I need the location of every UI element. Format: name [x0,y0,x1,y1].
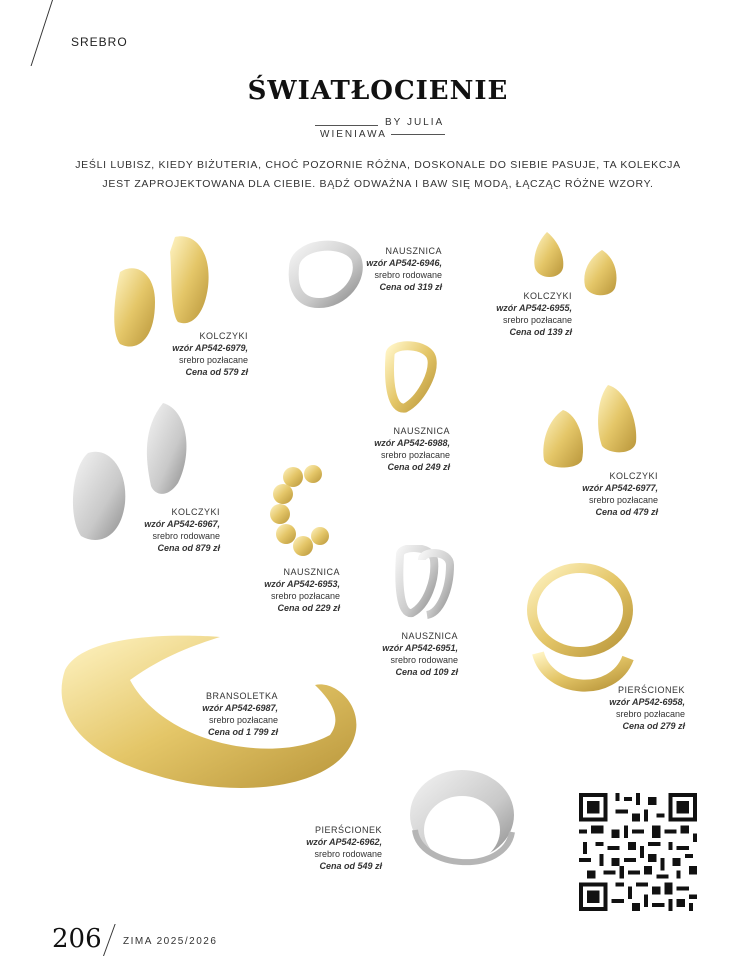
product-caption [338,425,450,473]
product-model: wzór AP542-6962, [306,837,382,847]
product-price: Cena od 109 zł [395,667,458,677]
product-price: Cena od 319 zł [379,282,442,292]
gold-ear-cuff-image [380,340,444,415]
byline-rule [315,125,378,126]
intro-text [70,156,686,194]
intro-line: JEST ZAPROJEKTOWANA DLA CIEBIE. BĄDŹ ODWAŻNA I BAW SIĘ MODĄ, ŁĄCZĄC RÓŻNE WZORY. [102,178,654,190]
product-caption [228,566,340,614]
product-material: srebro rodowane [152,531,220,541]
product-name: PIERŚCIONEK [314,825,382,835]
product-name: KOLCZYKI [171,507,220,517]
product-name: NAUSZNICA [393,426,450,436]
gold-stud-earrings-image [538,380,643,480]
product-material: srebro pozłacane [588,495,658,505]
product-name: PIERŚCIONEK [617,685,685,695]
product-caption [346,630,458,678]
silver-dome-ring-image [400,760,525,885]
product-model: wzór AP542-6953, [264,579,340,589]
product-material: srebro rodowane [374,270,442,280]
gold-bead-ear-cuff-image [268,462,338,562]
product-model: wzór AP542-6946, [366,258,442,268]
product-price: Cena od 229 zł [277,603,340,613]
product-caption [166,690,278,738]
product-material: srebro pozłacane [178,355,248,365]
product-name: KOLCZYKI [523,291,572,301]
product-material: srebro pozłacane [615,709,685,719]
section-divider [31,0,53,66]
product-model: wzór AP542-6955, [496,303,572,313]
product-price: Cena od 279 zł [622,721,685,731]
product-price: Cena od 479 zł [595,507,658,517]
product-caption [546,470,658,518]
byline-rule [391,134,445,135]
qr-code[interactable] [579,793,697,911]
product-model: wzór AP542-6967, [144,519,220,529]
product-model: wzór AP542-6958, [609,697,685,707]
product-price: Cena od 549 zł [319,861,382,871]
season-label: ZIMA 2025/2026 [123,936,218,947]
page-number: 206 [52,924,102,954]
product-model: wzór AP542-6979, [172,343,248,353]
intro-line: JEŚLI LUBISZ, KIEDY BIŻUTERIA, CHOĆ POZORNIE RÓŻNA, DOSKONALE DO SIEBIE PASUJE, TA KOLEKCJA [75,159,681,171]
product-name: NAUSZNICA [385,246,442,256]
product-name: NAUSZNICA [283,567,340,577]
byline-line2: WIENIAWA [320,129,387,140]
product-model: wzór AP542-6977, [582,483,658,493]
byline-line1: BY JULIA [385,117,445,128]
product-caption [136,330,248,378]
page-title: ŚWIATŁOCIENIE [247,76,509,106]
product-caption [460,290,572,338]
product-price: Cena od 579 zł [185,367,248,377]
product-name: BRANSOLETKA [205,691,278,701]
product-caption [330,245,442,293]
product-caption [573,684,685,732]
product-material: srebro pozłacane [502,315,572,325]
product-price: Cena od 1 799 zł [207,727,278,737]
product-name: NAUSZNICA [401,631,458,641]
product-caption [108,506,220,554]
product-price: Cena od 139 zł [509,327,572,337]
product-price: Cena od 879 zł [157,543,220,553]
product-material: srebro pozłacane [208,715,278,725]
product-material: srebro pozłacane [270,591,340,601]
product-price: Cena od 249 zł [387,462,450,472]
product-material: srebro rodowane [314,849,382,859]
product-material: srebro pozłacane [380,450,450,460]
footer-divider [103,924,116,956]
silver-double-ear-cuff-image [392,545,456,620]
product-model: wzór AP542-6988, [374,438,450,448]
product-name: KOLCZYKI [199,331,248,341]
product-material: srebro rodowane [390,655,458,665]
product-name: KOLCZYKI [609,471,658,481]
product-model: wzór AP542-6951, [382,643,458,653]
product-model: wzór AP542-6987, [202,703,278,713]
section-label: SREBRO [71,35,128,49]
product-caption [270,824,382,872]
